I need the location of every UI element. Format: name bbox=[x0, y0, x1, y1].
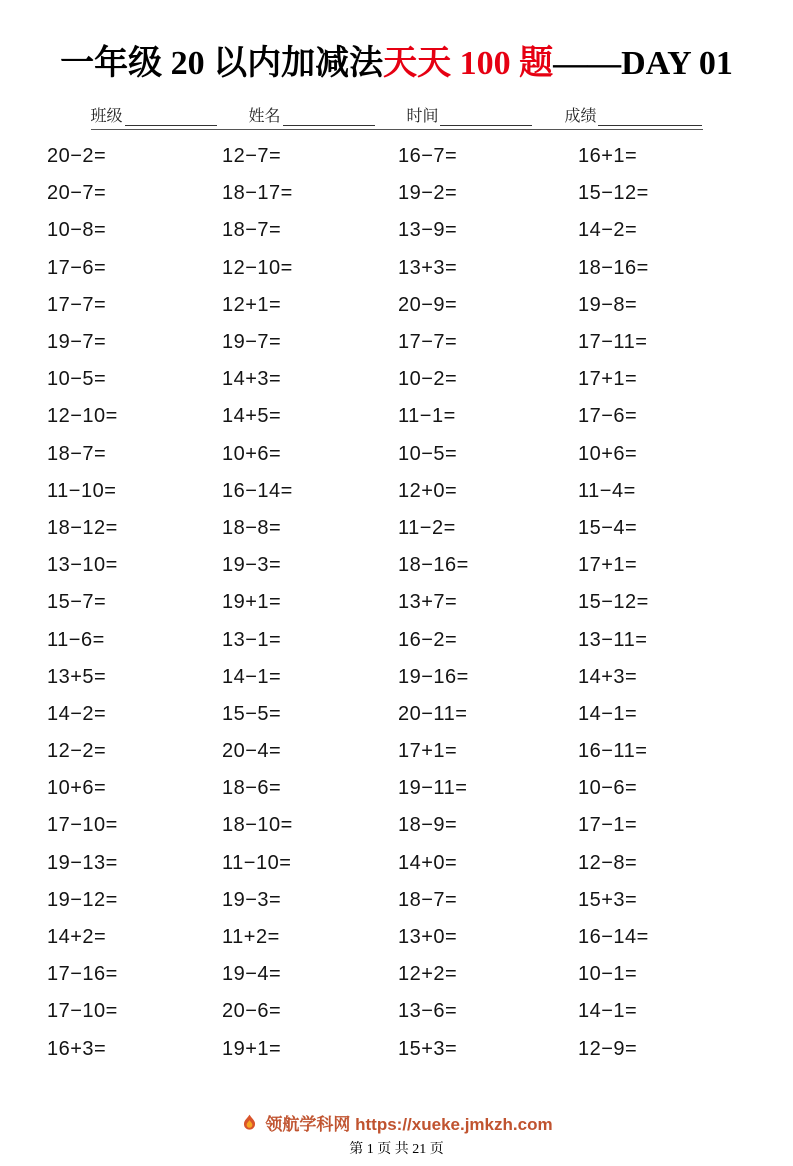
math-problem: 12−10= bbox=[47, 405, 118, 428]
field-time bbox=[406, 103, 532, 126]
math-problem: 13−1= bbox=[222, 628, 282, 651]
math-problem: 20−6= bbox=[222, 1000, 282, 1023]
math-problem: 13+0= bbox=[398, 926, 458, 949]
math-problem: 13−10= bbox=[47, 554, 118, 577]
math-problem: 13+3= bbox=[398, 256, 458, 279]
problems-grid bbox=[0, 138, 793, 1068]
math-problem: 20−4= bbox=[222, 740, 282, 763]
math-problem: 17−16= bbox=[47, 963, 118, 986]
math-problem: 14+3= bbox=[578, 665, 638, 688]
math-problem: 17+1= bbox=[578, 554, 638, 577]
field-score bbox=[564, 103, 702, 126]
math-problem: 17−7= bbox=[398, 331, 458, 354]
page-number: 第 1 页 共 21 页 bbox=[349, 1142, 444, 1157]
math-problem: 10−2= bbox=[398, 368, 458, 391]
math-problem: 17−11= bbox=[578, 331, 648, 354]
math-problem: 19−16= bbox=[398, 665, 469, 688]
math-problem: 20−9= bbox=[398, 293, 458, 316]
math-problem: 18−16= bbox=[398, 554, 469, 577]
math-problem: 16−2= bbox=[398, 628, 458, 651]
math-problem: 10−6= bbox=[578, 777, 638, 800]
math-problem: 20−2= bbox=[47, 145, 107, 168]
field-class-label: 班级 bbox=[90, 108, 123, 126]
math-problem: 16+1= bbox=[578, 145, 638, 168]
math-problem: 12−8= bbox=[578, 851, 638, 874]
field-score-label: 成绩 bbox=[564, 108, 597, 126]
math-problem: 19−12= bbox=[47, 888, 118, 911]
math-problem: 12−10= bbox=[222, 256, 293, 279]
math-problem: 15−12= bbox=[578, 182, 649, 205]
math-problem: 14−1= bbox=[578, 702, 638, 725]
math-problem: 18−12= bbox=[47, 516, 118, 539]
math-problem: 17+1= bbox=[398, 740, 458, 763]
title-part-suffix: ——DAY 01 bbox=[553, 45, 733, 82]
math-problem: 19−13= bbox=[47, 851, 118, 874]
math-problem: 19+1= bbox=[222, 1037, 282, 1060]
math-problem: 14+0= bbox=[398, 851, 458, 874]
math-problem: 17−7= bbox=[47, 293, 107, 316]
math-problem: 19−8= bbox=[578, 293, 638, 316]
math-problem: 20−11= bbox=[398, 702, 468, 725]
math-problem: 15+3= bbox=[398, 1037, 458, 1060]
math-problem: 19−3= bbox=[222, 554, 282, 577]
math-problem: 10+6= bbox=[578, 442, 638, 465]
math-problem: 16−14= bbox=[578, 926, 649, 949]
math-problem: 12−2= bbox=[47, 740, 107, 763]
math-problem: 14−2= bbox=[47, 702, 107, 725]
math-problem: 19−2= bbox=[398, 182, 458, 205]
math-problem: 11−4= bbox=[578, 479, 636, 502]
math-problem: 19−3= bbox=[222, 888, 282, 911]
math-problem: 19−7= bbox=[222, 331, 282, 354]
math-problem: 12−9= bbox=[578, 1037, 638, 1060]
math-problem: 13−9= bbox=[398, 219, 458, 242]
math-problem: 18−8= bbox=[222, 516, 282, 539]
math-problem: 20−7= bbox=[47, 182, 107, 205]
math-problem: 11−1= bbox=[398, 405, 456, 428]
field-time-label: 时间 bbox=[406, 108, 439, 126]
math-problem: 14+2= bbox=[47, 926, 107, 949]
site-link-text: 领航学科网 https://xueke.jmkzh.com bbox=[265, 1115, 553, 1134]
math-problem: 15−4= bbox=[578, 516, 638, 539]
math-problem: 12+1= bbox=[222, 293, 282, 316]
math-problem: 14−2= bbox=[578, 219, 638, 242]
math-problem: 19−11= bbox=[398, 777, 468, 800]
math-problem: 16−14= bbox=[222, 479, 293, 502]
math-problem: 14−1= bbox=[578, 1000, 638, 1023]
math-problem: 14+3= bbox=[222, 368, 282, 391]
math-problem: 10−5= bbox=[398, 442, 458, 465]
math-problem: 13−6= bbox=[398, 1000, 458, 1023]
field-name-label: 姓名 bbox=[248, 108, 281, 126]
math-problem: 13+5= bbox=[47, 665, 107, 688]
math-problem: 19+1= bbox=[222, 591, 282, 614]
math-problem: 12−7= bbox=[222, 145, 282, 168]
math-problem: 11−2= bbox=[398, 516, 456, 539]
math-problem: 19−7= bbox=[47, 331, 107, 354]
math-problem: 19−4= bbox=[222, 963, 282, 986]
math-problem: 13−11= bbox=[578, 628, 648, 651]
math-problem: 10+6= bbox=[222, 442, 282, 465]
title-part-prefix: 一年级 20 以内加减法 bbox=[60, 45, 384, 82]
math-problem: 16−7= bbox=[398, 145, 458, 168]
field-name bbox=[248, 103, 374, 126]
math-problem: 17−10= bbox=[47, 814, 118, 837]
site-logo-icon bbox=[240, 1113, 259, 1132]
math-problem: 11−10= bbox=[222, 851, 292, 874]
math-problem: 10−1= bbox=[578, 963, 638, 986]
math-problem: 17+1= bbox=[578, 368, 638, 391]
math-problem: 16−11= bbox=[578, 740, 648, 763]
field-time-blank-line bbox=[440, 109, 532, 127]
field-name-blank-line bbox=[283, 109, 375, 127]
title-part-highlight: 天天 100 题 bbox=[383, 45, 554, 82]
math-problem: 18−7= bbox=[222, 219, 282, 242]
math-problem: 18−7= bbox=[47, 442, 107, 465]
math-problem: 17−6= bbox=[47, 256, 107, 279]
math-problem: 16+3= bbox=[47, 1037, 107, 1060]
math-problem: 18−7= bbox=[398, 888, 458, 911]
math-problem: 10+6= bbox=[47, 777, 107, 800]
math-problem: 15−12= bbox=[578, 591, 649, 614]
math-problem: 11−6= bbox=[47, 628, 105, 651]
math-problem: 18−10= bbox=[222, 814, 293, 837]
math-problem: 11+2= bbox=[222, 926, 280, 949]
math-problem: 15−5= bbox=[222, 702, 282, 725]
field-class bbox=[91, 103, 217, 126]
math-problem: 17−10= bbox=[47, 1000, 118, 1023]
math-problem: 15+3= bbox=[578, 888, 638, 911]
math-problem: 17−1= bbox=[578, 814, 638, 837]
math-problem: 18−17= bbox=[222, 182, 293, 205]
math-problem: 18−6= bbox=[222, 777, 282, 800]
math-problem: 12+2= bbox=[398, 963, 458, 986]
field-score-blank-line bbox=[598, 109, 702, 127]
math-problem: 13+7= bbox=[398, 591, 458, 614]
worksheet-page bbox=[0, 44, 793, 1166]
math-problem: 10−8= bbox=[47, 219, 107, 242]
math-problem: 14−1= bbox=[222, 665, 282, 688]
page-title bbox=[30, 44, 763, 83]
math-problem: 18−16= bbox=[578, 256, 649, 279]
math-problem: 14+5= bbox=[222, 405, 282, 428]
math-problem: 11−10= bbox=[47, 479, 117, 502]
math-problem: 12+0= bbox=[398, 479, 458, 502]
footer-site bbox=[0, 1110, 793, 1135]
math-problem: 18−9= bbox=[398, 814, 458, 837]
info-bar bbox=[91, 103, 703, 130]
math-problem: 17−6= bbox=[578, 405, 638, 428]
math-problem: 10−5= bbox=[47, 368, 107, 391]
field-class-blank-line bbox=[125, 109, 217, 127]
math-problem: 15−7= bbox=[47, 591, 107, 614]
